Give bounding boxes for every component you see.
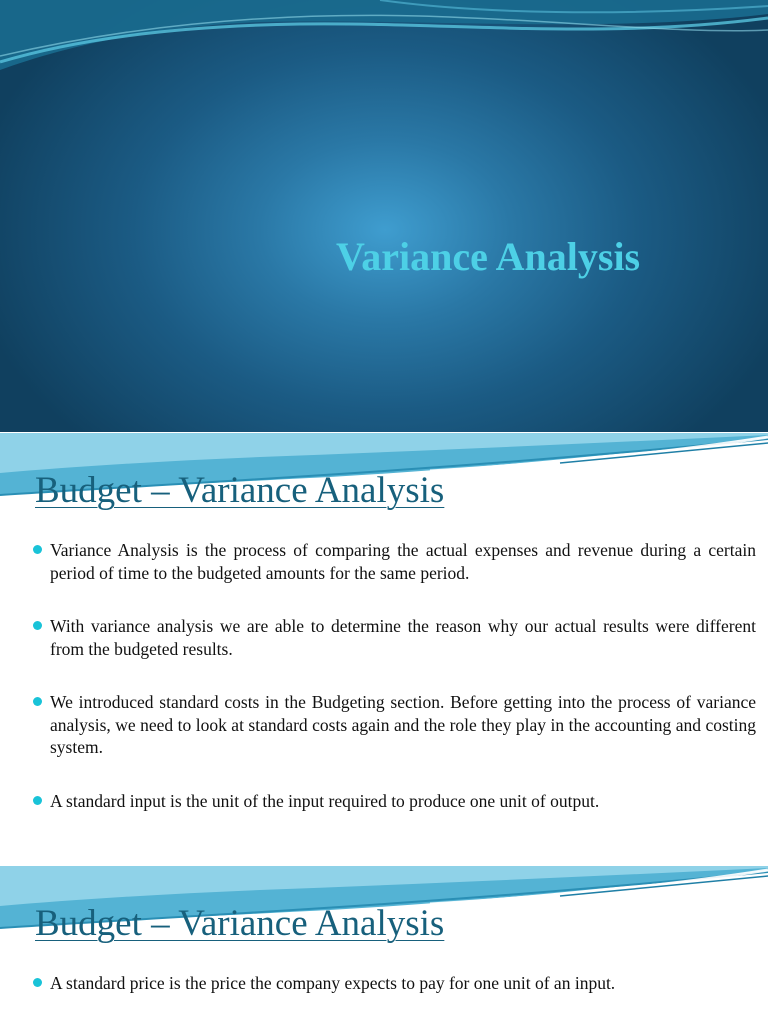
slide-title: Variance Analysis xyxy=(336,234,641,279)
list-item: Variance Analysis is the process of comparing the actual expenses and revenue during a certain period of time to the budgeted amounts for the same period. xyxy=(33,539,756,584)
content-slide xyxy=(0,433,768,864)
title-slide xyxy=(0,0,768,432)
bullet-list xyxy=(33,539,756,812)
bullet-icon xyxy=(33,545,42,554)
bullet-icon xyxy=(33,978,42,987)
bullet-icon xyxy=(33,621,42,630)
list-item: A standard price is the price the company expects to pay for one unit of an input. xyxy=(33,972,756,995)
list-item: A standard input is the unit of the input required to produce one unit of output. xyxy=(33,790,756,813)
content-slide xyxy=(0,866,768,1024)
bullet-icon xyxy=(33,697,42,706)
wave-decoration xyxy=(0,0,768,80)
bullet-list xyxy=(33,972,756,995)
list-item: We introduced standard costs in the Budgeting section. Before getting into the process of variance analysis, we need to look at standard costs again and the role they play in the accounting and costing system. xyxy=(33,691,756,759)
slide-heading: Budget – Variance Analysis xyxy=(35,903,445,944)
slide-heading: Budget – Variance Analysis xyxy=(35,470,445,511)
list-item: With variance analysis we are able to determine the reason why our actual results were different from the budgeted results. xyxy=(33,615,756,660)
bullet-icon xyxy=(33,796,42,805)
